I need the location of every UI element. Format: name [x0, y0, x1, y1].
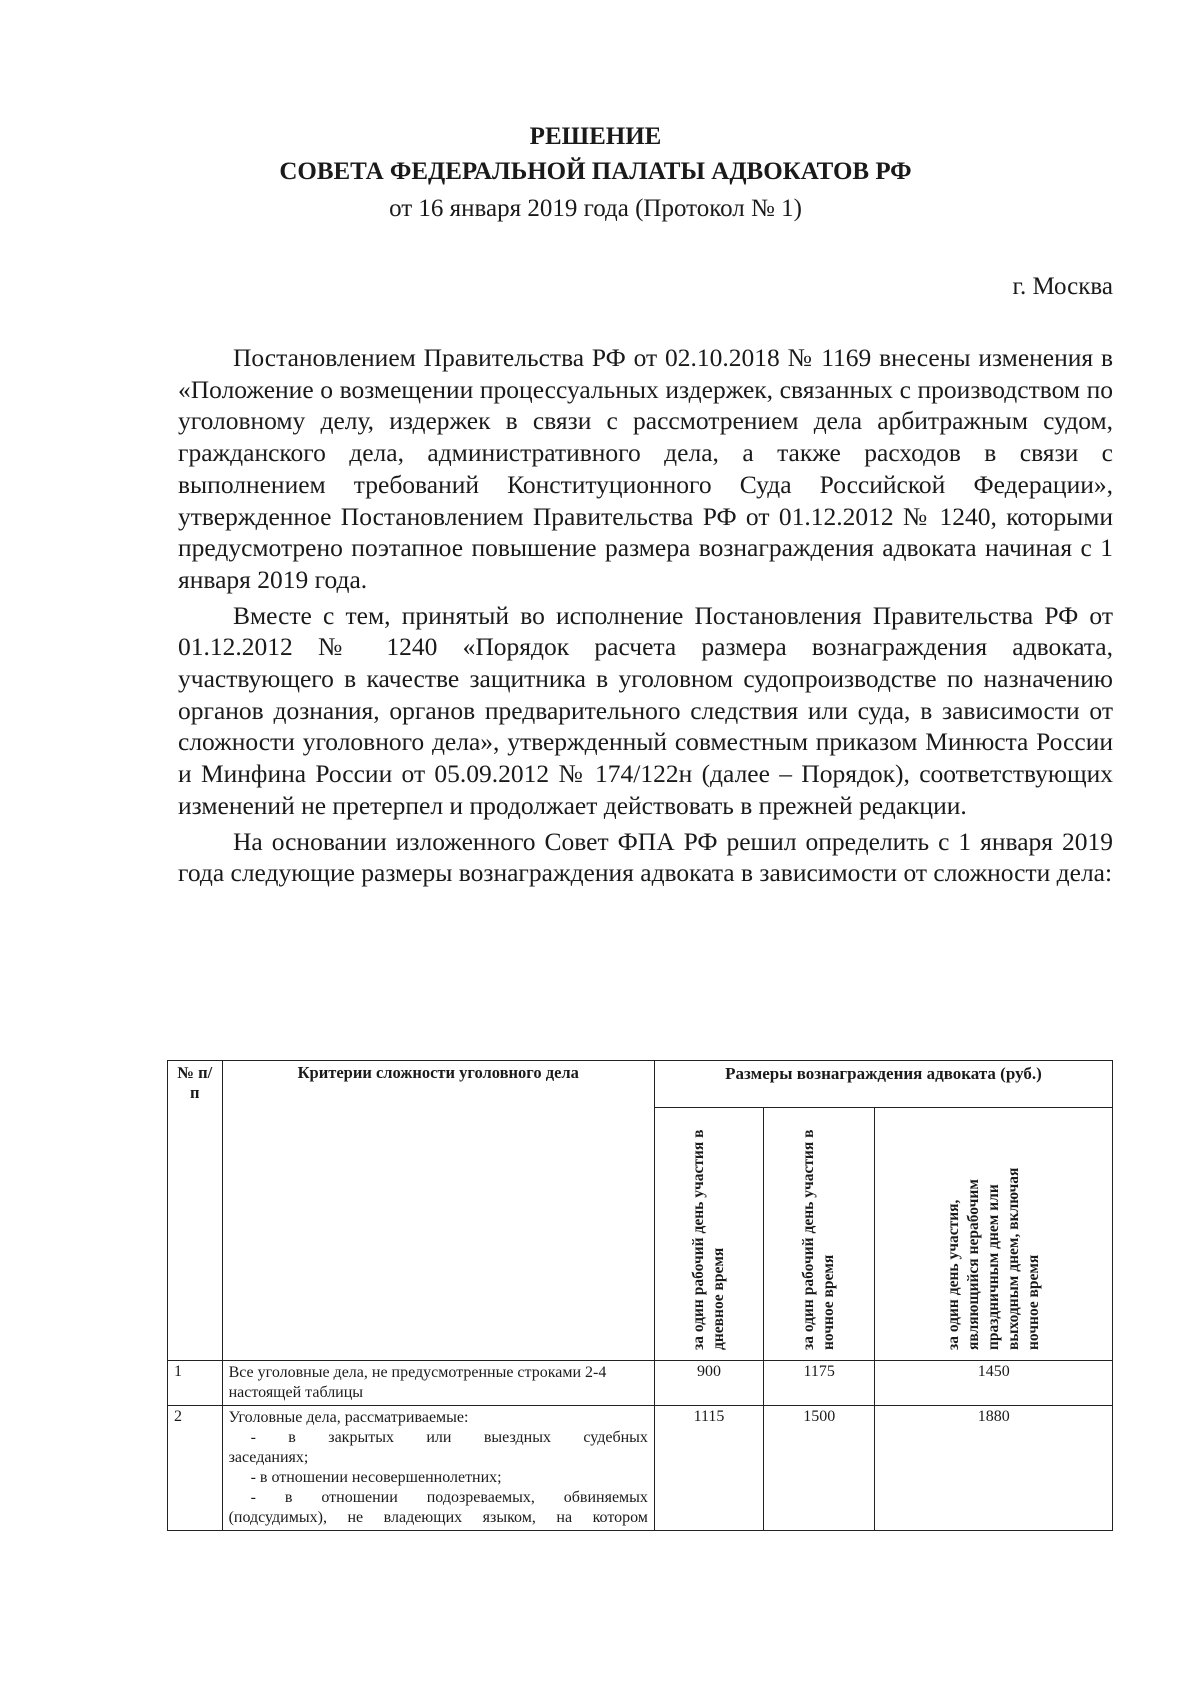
header-night-text: за один рабочий день участия в ночное время	[800, 1129, 838, 1350]
header-day	[654, 1108, 763, 1361]
table-row	[168, 1361, 1113, 1406]
header-night	[764, 1108, 875, 1361]
header-holiday-text: за один день участия, являющийся нерабочим праздничным днем или выходным днем, включая ночное время	[944, 1167, 1042, 1350]
document-body	[178, 342, 1113, 893]
document-subtitle: СОВЕТА ФЕДЕРАЛЬНОЙ ПАЛАТЫ АДВОКАТОВ РФ	[279, 158, 912, 185]
criteria-line: Все уголовные дела, не предусмотренные строками 2-4 настоящей таблицы	[228, 1364, 607, 1401]
document-date: от 16 января 2019 года (Протокол № 1)	[389, 195, 802, 222]
row-day-fee: 1115	[654, 1406, 763, 1531]
header-num: № п/п	[168, 1061, 223, 1361]
row-day-fee: 900	[654, 1361, 763, 1406]
row-night-fee: 1175	[764, 1361, 875, 1406]
header-criteria: Критерии сложности уголовного дела	[222, 1061, 654, 1361]
fees-table	[167, 1060, 1113, 1531]
row-night-fee: 1500	[764, 1406, 875, 1531]
row-criteria	[222, 1406, 654, 1531]
document-title: РЕШЕНИЕ	[529, 123, 662, 150]
paragraph-1: Постановлением Правительства РФ от 02.10.2018 № 1169 внесены изменения в «Положение о возмещении процессуальных издержек, связанных с производством по уголовному делу, издержек в связи с рассмотрением дела арбитражным судом, гражданского дела, административного дела, а также расходов в связи с выполнением требований Конституционного Суда Российской Федерации», утвержденное Постановлением Правительства РФ от 01.12.2012 № 1240, которыми предусмотрено поэтапное повышение размера вознаграждения адвоката начиная с 1 января 2019 года.	[178, 343, 1113, 594]
criteria-line: Уголовные дела, рассматриваемые:	[228, 1409, 469, 1426]
row-criteria	[222, 1361, 654, 1406]
paragraph-2: Вместе с тем, принятый во исполнение Постановления Правительства РФ от 01.12.2012 № 1240 «Порядок расчета размера вознаграждения адвоката, участвующего в качестве защитника в уголовном судопроизводстве по назначению органов дознания, органов предварительного следствия или суда, в зависимости от сложности уголовного дела», утвержденный совместным приказом Минюста России и Минфина России от 05.09.2012 № 174/122н (далее – Порядок), соответствующих изменений не претерпел и продолжает действовать в прежней редакции.	[178, 600, 1113, 820]
row-holiday-fee: 1880	[875, 1406, 1113, 1531]
criteria-line: - в закрытых или выездных судебных	[250, 1429, 648, 1446]
criteria-line: - в отношении подозреваемых, обвиняемых	[250, 1489, 648, 1506]
document-city: г. Москва	[1012, 273, 1113, 300]
row-holiday-fee: 1450	[875, 1361, 1113, 1406]
table-row	[168, 1406, 1113, 1531]
paragraph-3: На основании изложенного Совет ФПА РФ решил определить с 1 января 2019 года следующие размеры вознаграждения адвоката в зависимости от сложности дела:	[178, 826, 1113, 888]
table-header-row	[168, 1061, 1113, 1108]
criteria-line: заседаниях;	[228, 1449, 309, 1466]
row-num: 2	[168, 1406, 223, 1531]
header-day-text: за один рабочий день участия в дневное время	[690, 1129, 727, 1350]
header-fee-group: Размеры вознаграждения адвоката (руб.)	[654, 1061, 1112, 1108]
criteria-line: - в отношении несовершеннолетних;	[250, 1469, 502, 1486]
row-num: 1	[168, 1361, 223, 1406]
header-holiday	[875, 1108, 1113, 1361]
criteria-line: (подсудимых), не владеющих языком, на котором	[228, 1509, 648, 1526]
